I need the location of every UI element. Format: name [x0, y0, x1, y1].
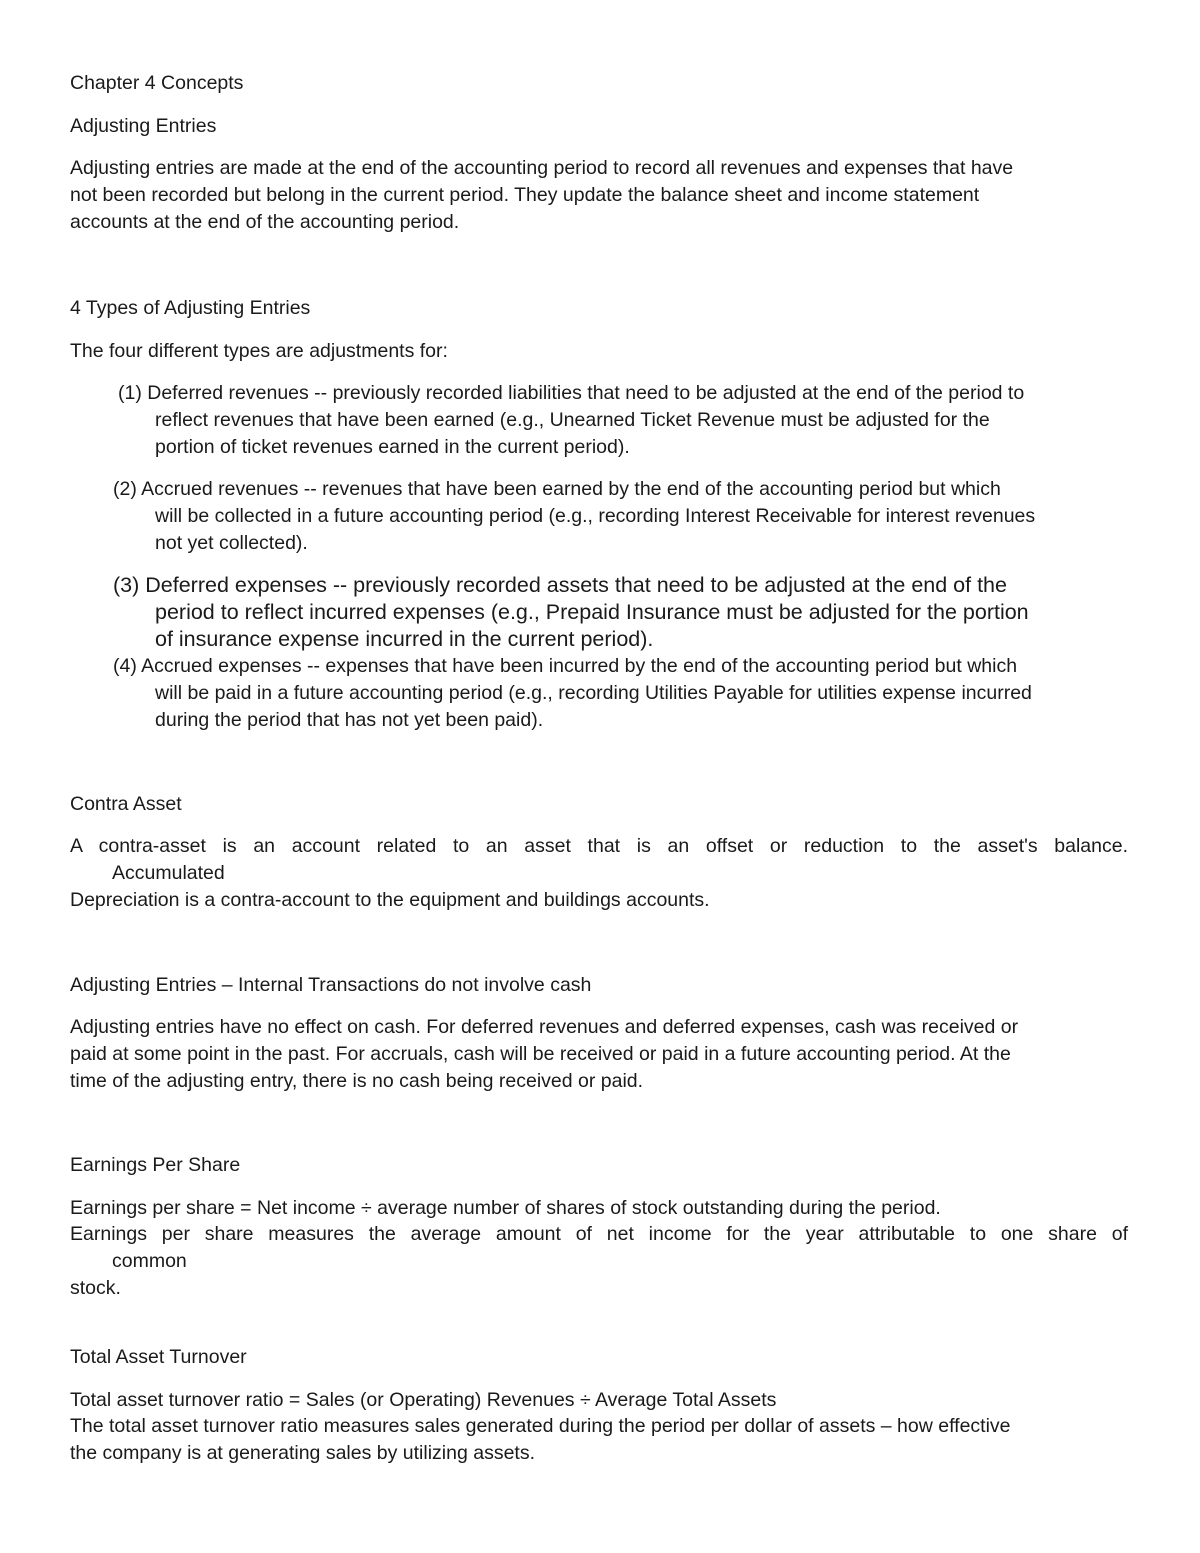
document-title: Chapter 4 Concepts [70, 72, 244, 94]
paragraph-line: A contra-asset is an account related to an asset that is an offset or reduction to the asset's balance. [70, 835, 1128, 857]
paragraph-line: Earnings per share measures the average amount of net income for the year attributable to one share of [70, 1223, 1128, 1245]
list-item-line: will be paid in a future accounting period (e.g., recording Utilities Payable for utilities expense incurred [155, 682, 1032, 704]
paragraph-line: stock. [70, 1277, 121, 1299]
formula-line: Total asset turnover ratio = Sales (or Operating) Revenues ÷ Average Total Assets [70, 1389, 777, 1411]
types-intro: The four different types are adjustments for: [70, 340, 448, 362]
list-item-deferred-expenses: (3) Deferred expenses -- previously recorded assets that need to be adjusted at the end of the [113, 573, 1007, 597]
list-item-deferred-revenues: (1) Deferred revenues -- previously recorded liabilities that need to be adjusted at the end of the period to [118, 382, 1025, 404]
list-item-line: portion of ticket revenues earned in the current period). [155, 436, 630, 458]
paragraph-line: accounts at the end of the accounting period. [70, 211, 460, 233]
list-item-line: during the period that has not yet been paid). [155, 709, 544, 731]
list-item-line: reflect revenues that have been earned (e.g., Unearned Ticket Revenue must be adjusted for the [155, 409, 990, 431]
paragraph-line: Adjusting entries have no effect on cash. For deferred revenues and deferred expenses, cash was received or [70, 1016, 1019, 1038]
paragraph-line: not been recorded but belong in the current period. They update the balance sheet and income statement [70, 184, 980, 206]
section-heading-adjusting-entries: Adjusting Entries [70, 115, 217, 137]
section-heading-total-asset-turnover: Total Asset Turnover [70, 1346, 247, 1368]
list-item-line: will be collected in a future accounting period (e.g., recording Interest Receivable for interest revenues [155, 505, 1036, 527]
paragraph-line: time of the adjusting entry, there is no cash being received or paid. [70, 1070, 644, 1092]
list-item-accrued-expenses: (4) Accrued expenses -- expenses that have been incurred by the end of the accounting period but which [113, 655, 1018, 677]
paragraph-line: The total asset turnover ratio measures sales generated during the period per dollar of assets – how effective [70, 1415, 1011, 1437]
section-heading-earnings-per-share: Earnings Per Share [70, 1154, 241, 1176]
section-heading-internal-transactions: Adjusting Entries – Internal Transactions do not involve cash [70, 974, 592, 996]
paragraph-line: Adjusting entries are made at the end of the accounting period to record all revenues and expenses that have [70, 157, 1014, 179]
paragraph-line: Depreciation is a contra-account to the equipment and buildings accounts. [70, 889, 710, 911]
list-item-line: period to reflect incurred expenses (e.g., Prepaid Insurance must be adjusted for the portion [155, 600, 1029, 624]
list-item-accrued-revenues: (2) Accrued revenues -- revenues that have been earned by the end of the accounting period but which [113, 478, 1001, 500]
paragraph-line: paid at some point in the past. For accruals, cash will be received or paid in a future accounting period. At the [70, 1043, 1011, 1065]
paragraph-line: Accumulated [112, 862, 225, 884]
list-item-line: not yet collected). [155, 532, 308, 554]
paragraph-line: common [112, 1250, 187, 1272]
list-item-line: of insurance expense incurred in the current period). [155, 627, 654, 651]
section-heading-contra-asset: Contra Asset [70, 793, 182, 815]
formula-line: Earnings per share = Net income ÷ average number of shares of stock outstanding during the period. [70, 1197, 941, 1219]
section-heading-types: 4 Types of Adjusting Entries [70, 297, 311, 319]
paragraph-line: the company is at generating sales by utilizing assets. [70, 1442, 536, 1464]
document-page [70, 0, 1128, 1553]
